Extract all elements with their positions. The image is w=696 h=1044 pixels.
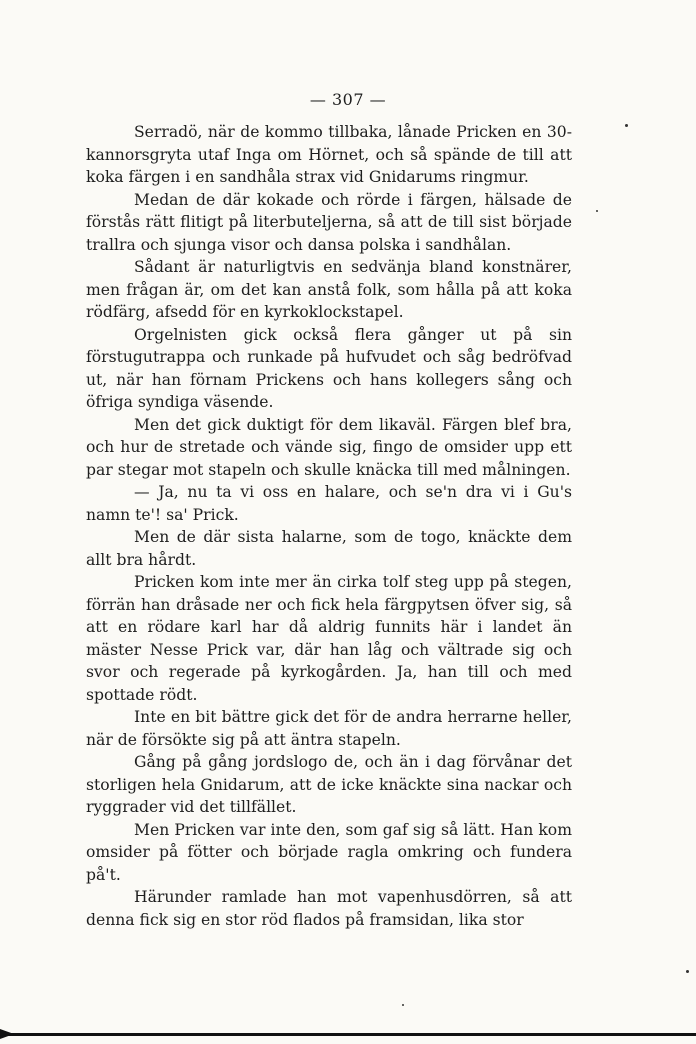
scan-edge-mark [0,1029,14,1039]
scan-speck [596,210,598,212]
scan-edge-line [0,1033,696,1036]
paragraph: Men Pricken var inte den, som gaf sig så lätt. Han kom omsider på fötter och började ragla omkring och fundera på't. [86,820,572,884]
paragraph: Härunder ramlade han mot vapenhusdörren, så att denna fick sig en stor röd flados på framsidan, lika stor [86,888,572,929]
scan-speck [402,1004,404,1006]
paragraph: Medan de där kokade och rörde i färgen, hälsade de förstås rätt flitigt på literbuteljerna, så att de till sist började trallra och sjunga visor och dansa polska i sandhålan. [86,190,572,254]
paragraph: — Ja, nu ta vi oss en halare, och se'n dra vi i Gu's namn te'! sa' Prick. [86,483,572,524]
page-number: — 307 — [309,90,387,109]
paragraph: Men det gick duktigt för dem likaväl. Färgen blef bra, och hur de stretade och vände sig, fingo de omsider upp ett par stegar mot stapeln och skulle knäcka till med målningen. [86,415,572,479]
paragraph: Orgelnisten gick också flera gånger ut på sin förstugutrappa och runkade på hufvudet och såg bedröfvad ut, när han förnam Prickens och hans kollegers sång och öfriga syndiga väsende. [86,325,572,411]
scan-speck [686,970,689,973]
paragraph: Pricken kom inte mer än cirka tolf steg upp på stegen, förrän han dråsade ner och fick hela färgpytsen öfver sig, så att en rödare karl har då aldrig funnits här i landet än mäster Nesse Prick var, där han låg och vältrade sig och svor och regerade på kyrkogården. Ja, han till och med spottade rödt. [86,573,572,704]
paragraph: Inte en bit bättre gick det för de andra herrarne heller, när de försökte sig på att äntra stapeln. [86,708,572,749]
scan-speck [625,124,628,127]
paragraph: Sådant är naturligtvis en sedvänja bland konstnärer, men frågan är, om det kan anstå folk, som hålla på att koka rödfärg, afsedd för en kyrkoklockstapel. [86,258,572,321]
paragraph: Gång på gång jordslogo de, och än i dag förvånar det storligen hela Gnidarum, att de icke knäckte sina nackar och ryggrader vid det tillfället. [86,753,572,816]
paragraph: Men de där sista halarne, som de togo, knäckte dem allt bra hårdt. [86,528,572,569]
paragraph: Serradö, när de kommo tillbaka, lånade Pricken en 30-kannorsgryta utaf Inga om Hörnet, och så spände de till att koka färgen i en sandhåla strax vid Gnidarums ringmur. [86,123,572,186]
body-text [86,121,572,931]
